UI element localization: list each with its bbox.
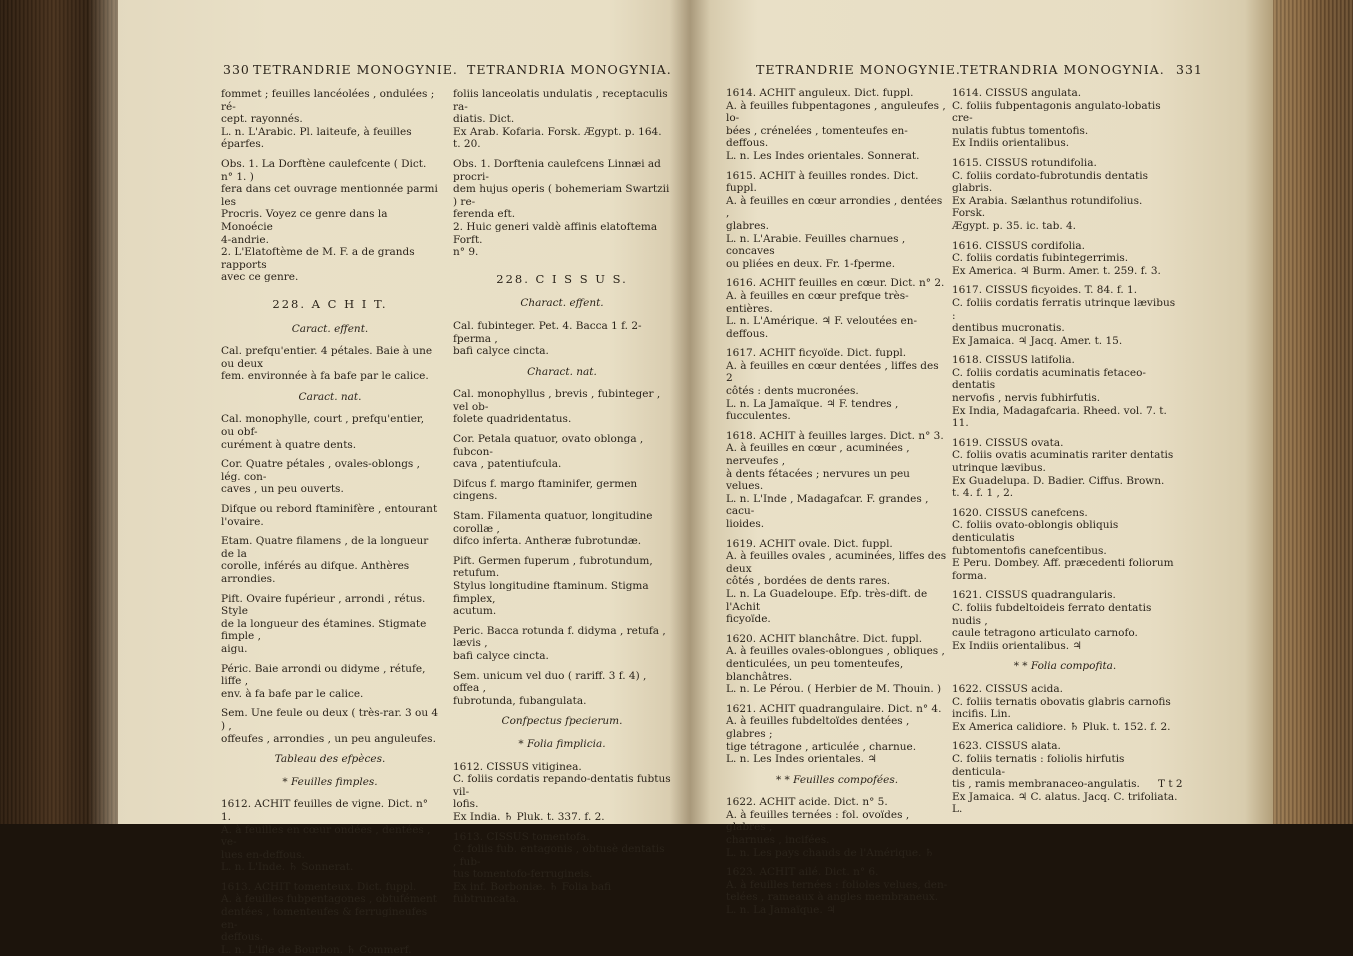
text-line: 1619. CISSUS ovata. [952, 436, 1064, 449]
text-line: dem hujus operis ( bohemeriam Swartzii ) re- [453, 183, 670, 208]
text-line: incifis. Lin. [952, 708, 1011, 721]
text-line: C. foliis cordatis acuminatis fetaceo-dentatis [952, 366, 1146, 392]
text-line: L. n. L'ifle de Bourbon. ♄ Commerf. [221, 943, 412, 956]
text-line: corolle, inférés au difque. Anthères arrondies. [221, 560, 410, 585]
text-line: diatis. Dict. [453, 113, 515, 126]
text-line: avec ce genre. [221, 271, 299, 284]
text-line: E Peru. Dombey. Aff. præcedenti foliorum forma. [952, 557, 1174, 582]
text-line: 1623. CISSUS alata. [952, 740, 1061, 753]
text-line: A. à feuilles ternées : folioles velues, den- [726, 878, 948, 891]
text-line: 1613. ACHIT tomenteux. Dict. fuppl. [221, 880, 417, 893]
text-line: L. n. Le Pérou. ( Herbier de M. Thouin. ) [726, 683, 942, 696]
text-line: ferenda eft. [453, 208, 516, 221]
left-page-number: 330 [223, 62, 250, 77]
text-line: l'ovaire. [221, 515, 264, 528]
text-line: Etam. Quatre filamens , de la longueur de la [221, 535, 429, 560]
text-line: A. à feuilles fubpentagones , anguleufes , lo- [726, 99, 946, 125]
text-line: 1621. CISSUS quadrangularis. [952, 589, 1116, 602]
text-line: A. à feuilles en cœur , acuminées , nerveufes , [726, 442, 910, 468]
text-line: 1620. ACHIT blanchâtre. Dict. fuppl. [726, 632, 923, 645]
text-line: Ex Jamaica. ♃ Jacq. Amer. t. 15. [952, 334, 1123, 347]
text-line: Sem. unicum vel duo ( rariff. 3 f. 4) , offea , [453, 669, 647, 695]
text-line: Cal. monophylle, court , prefqu'entier, ou obf- [221, 413, 425, 439]
text-line: tus tomentofo-ferrugineis. [453, 868, 593, 881]
left-page-edges [0, 0, 118, 824]
text-line: caves , un peu ouverts. [221, 483, 344, 496]
right-header-latin: TETRANDRIA MONOGYNIA. [960, 62, 1165, 77]
text-line: Difcus f. margo ftaminifer, germen cingens. [453, 477, 638, 503]
left-header-french: TETRANDRIE MONOGYNIE. [253, 62, 458, 77]
text-line: A. à feuilles ovales , acuminées, liffes des deux [726, 550, 947, 575]
text-line: env. à fa bafe par le calice. [221, 687, 364, 700]
text-line: Difque ou rebord ftaminifère , entourant [221, 503, 438, 516]
text-line: Ex Jamaica. ♃ C. alatus. Jacq. C. trifoliata. L. [952, 790, 1178, 816]
text-line: Stam. Filamenta quatuor, longitudine corollæ , [453, 510, 653, 535]
text-line: tige tétragone , articulée , charnue. [726, 740, 917, 753]
text-line: côtés : dents mucronées. [726, 385, 859, 398]
text-line: Ex America calidiore. ♄ Pluk. t. 152. f. 2. [952, 720, 1171, 733]
text-line: tis , ramis membranaceo-angulatis. [952, 778, 1140, 791]
text-line: de la longueur des étamines. Stigmate fimple , [221, 617, 427, 643]
text-line: * * Feuilles compofées. [775, 773, 899, 786]
text-line: Ex inf. Borboniæ. ♄ Folia bafi fubtruncata. [453, 880, 612, 906]
text-line: Ægypt. p. 35. ic. tab. 4. [952, 219, 1077, 232]
text-line: C. foliis cordatis repando-dentatis fubtus vil- [453, 773, 671, 798]
left-column-french [221, 88, 439, 956]
text-line: 1617. ACHIT ficyoïde. Dict. fuppl. [726, 347, 907, 360]
text-line: Obs. 1. La Dorftène caulefcente ( Dict. n° 1. ) [221, 157, 427, 183]
text-line: C. foliis fubpentagonis angulato-lobatis cre- [952, 99, 1161, 125]
text-line: ou pliées en deux. Fr. 1-fperme. [726, 257, 896, 270]
text-line: 228. A C H I T. [272, 296, 388, 311]
right-page-number: 331 [1176, 62, 1203, 77]
text-line: Cal. fubinteger. Pet. 4. Bacca 1 f. 2-fperma , [453, 319, 642, 345]
text-line: lioides. [726, 518, 765, 530]
text-line: foliis lanceolatis undulatis , receptaculis ra- [453, 88, 668, 113]
text-line: Ex India, Madagafcaria. Rheed. vol. 7. t. 11. [952, 404, 1167, 430]
text-line: L. n. L'Inde , Madagafcar. F. grandes , cacu- [726, 492, 929, 518]
right-page-edges [1273, 0, 1353, 824]
text-line: dentibus mucronatis. [952, 322, 1065, 335]
text-line: 1616. ACHIT feuilles en cœur. Dict. n° 2. [726, 277, 945, 290]
text-line: Cor. Petala quatuor, ovato oblonga , fubcon- [453, 433, 644, 458]
text-line: offeufes , arrondies , un peu anguleufes. [221, 732, 436, 745]
right-column-latin [952, 80, 1178, 816]
text-line: Charact. nat. [527, 365, 597, 378]
text-line: fubrotunda, fubangulata. [453, 694, 587, 707]
right-page [710, 0, 1270, 917]
text-line: côtés , bordées de dents rares. [726, 575, 891, 588]
text-line: Sem. Une feule ou deux ( très-rar. 3 ou 4 ) , [221, 707, 439, 732]
text-line: cept. rayonnés. [221, 113, 303, 126]
text-line: Ex Indiis orientalibus. ♃ [952, 639, 1082, 652]
text-line: Charact. effent. [520, 297, 604, 310]
text-line: 2. Huic generi valdè affinis elatoftema Forft. [453, 220, 658, 246]
text-line: telées , rameaux à angles membraneux. [726, 891, 939, 904]
text-line: L. n. La Guadeloupe. Efp. très-dift. de l'Achit [726, 587, 928, 613]
text-line: * Folia fimplicia. [518, 737, 606, 750]
text-line: nulatis fubtus tomentofis. [952, 124, 1089, 137]
left-header-latin: TETRANDRIA MONOGYNIA. [467, 62, 672, 77]
text-line: Ex Arabia. Sælanthus rotundifolius. Forsk. [952, 194, 1143, 220]
text-line: Procris. Voyez ce genre dans la Monoécie [221, 208, 388, 233]
text-line: acutum. [453, 605, 497, 618]
text-line: bées , crénelées , tomenteufes en-deffous. [726, 124, 908, 150]
text-line: Caract. nat. [298, 390, 362, 403]
text-line: L. n. La Jamaïque. ♃ [726, 904, 836, 917]
text-line: A. à feuilles fubpentagones , obtufément [221, 893, 437, 906]
text-line: 1612. CISSUS vitiginea. [453, 760, 582, 773]
text-line: 1620. CISSUS canefcens. [952, 506, 1088, 519]
text-line: Confpectus fpecierum. [501, 715, 623, 728]
text-line: 1623. ACHIT ailé. Dict. n° 6. [726, 866, 879, 879]
text-line: bafi calyce cincta. [453, 649, 549, 662]
text-line: curément à quatre dents. [221, 438, 357, 451]
text-line: Tableau des efpèces. [274, 753, 386, 766]
text-line: Obs. 1. Dorftenia caulefcens Linnæi ad procri- [453, 157, 661, 183]
text-line: A. à feuilles en cœur ondées , dentées , ve- [221, 823, 431, 849]
text-line: fommet ; feuilles lancéolées , ondulées ; ré- [221, 88, 435, 113]
text-line: à dents fétacées ; nervures un peu velues. [726, 467, 910, 493]
text-line: 1622. ACHIT acide. Dict. n° 5. [726, 796, 888, 809]
text-line: charnues , incifées. [726, 834, 830, 847]
text-line: C. foliis ternatis obovatis glabris carnofis [952, 695, 1171, 708]
right-header-french: TETRANDRIE MONOGYNIE. [756, 62, 961, 77]
right-column-french [726, 80, 948, 917]
text-line: Pift. Ovaire fupérieur , arrondi , rétus. Style [221, 592, 426, 618]
text-line: 1615. CISSUS rotundifolia. [952, 156, 1097, 169]
text-line: Cal. monophyllus , brevis , fubinteger , vel ob- [453, 388, 661, 413]
text-line: Ex America. ♃ Burm. Amer. t. 259. f. 3. [952, 264, 1161, 277]
text-line: Peric. Bacca rotunda f. didyma , retufa , lævis , [453, 624, 666, 650]
text-line: A. à feuilles fubdeltoïdes dentées , glabres ; [726, 715, 910, 740]
text-line: bafi calyce cincta. [453, 345, 549, 358]
text-line: denticulées, un peu tomenteufes, blanchâtres. [726, 657, 904, 683]
text-line: A. à feuilles en cœur arrondies , dentées , [726, 194, 943, 220]
text-line: C. foliis cordatis fubintegerrimis. [952, 252, 1129, 265]
text-line: C. foliis cordatis ferratis utrinque lævibus : [952, 296, 1176, 322]
left-page [205, 0, 675, 956]
text-line: fera dans cet ouvrage mentionnée parmi les [221, 183, 438, 208]
text-line: 1621. ACHIT quadrangulaire. Dict. n° 4. [726, 702, 942, 715]
text-line: 1612. ACHIT feuilles de vigne. Dict. n° 1. [221, 798, 429, 823]
text-line: L. n. Les Indes orientales. ♃ [726, 753, 877, 766]
text-line: caule tetragono articulato carnofo. [952, 627, 1138, 640]
text-line: lues en-deffous. [221, 848, 305, 861]
text-line: nervofis , nervis fubhirfutis. [952, 392, 1101, 405]
text-line: Stylus longitudine ftaminum. Stigma fimplex, [453, 580, 649, 605]
text-line: 4-andrie. [221, 233, 269, 246]
text-line: 2. L'Elatoftème de M. F. a de grands rapports [221, 246, 415, 271]
text-line: L. n. L'Inde. ♄ Sonnerat. [221, 861, 354, 874]
text-line: L. n. L'Arabie. Feuilles charnues , concaves [726, 232, 906, 258]
text-line: 1613. CISSUS tomentofa. [453, 830, 590, 843]
text-line: A. à feuilles ternées : fol. ovoïdes , glabres , [726, 808, 910, 834]
text-line: utrinque lævibus. [952, 462, 1046, 475]
text-line: 1617. CISSUS ficyoides. T. 84. f. 1. [952, 284, 1138, 297]
text-line: 1618. ACHIT à feuilles larges. Dict. n° 3. [726, 429, 944, 442]
text-line: dentées , tomenteufes & ferrugineufes en- [221, 906, 428, 931]
text-line: C. foliis fubdeltoideis ferrato dentatis nudis , [952, 601, 1152, 627]
text-line: C. foliis ovatis acuminatis rariter dentatis [952, 449, 1174, 462]
signature-mark: T t 2 [1158, 778, 1183, 790]
text-line: C. foliis ovato-oblongis obliquis denticulatis [952, 519, 1119, 544]
text-line: Cor. Quatre pétales , ovales-oblongs , lég. con- [221, 458, 420, 483]
text-line: cava , patentiufcula. [453, 458, 562, 471]
text-line: difco inferta. Antheræ fubrotundæ. [453, 535, 642, 548]
text-line: deffous. [221, 931, 264, 944]
text-line: Ex India. ♄ Pluk. t. 337. f. 2. [453, 810, 605, 823]
text-line: C. foliis ternatis : foliolis hirfutis denticula- [952, 752, 1125, 778]
text-line: L. n. La Jamaïque. ♃ F. tendres , fucculentes. [726, 397, 899, 423]
text-line: Pift. Germen fuperum , fubrotundum, retufum. [453, 554, 653, 580]
text-line: Caract. effent. [291, 322, 369, 335]
text-line: fubtomentofis canefcentibus. [952, 544, 1107, 557]
text-line: Ex Indiis orientalibus. [952, 137, 1070, 150]
text-line: folete quadridentatus. [453, 413, 572, 426]
text-line: 1616. CISSUS cordifolia. [952, 239, 1085, 252]
text-line: lofis. [453, 798, 479, 811]
text-line: 1622. CISSUS acida. [952, 682, 1063, 695]
text-line: 1619. ACHIT ovale. Dict. fuppl. [726, 537, 893, 550]
text-line: Ex Arab. Kofaria. Forsk. Ægypt. p. 164. t. 20. [453, 125, 662, 151]
text-line: Cal. prefqu'entier. 4 pétales. Baie à une ou deux [221, 345, 433, 370]
text-line: L. n. Les pays chauds de l'Amérique. ♄ [726, 846, 935, 859]
text-line: A. à feuilles en cœur dentées , liffes des 2 [726, 359, 939, 385]
text-line: t. 4. f. 1 , 2. [952, 487, 1014, 500]
text-line: 1614. ACHIT anguleux. Dict. fuppl. [726, 87, 914, 99]
text-line: glabres. [726, 219, 770, 232]
left-column-latin [453, 88, 671, 906]
text-line: L. n. Les Indes orientales. Sonnerat. [726, 149, 920, 162]
text-line: C. foliis fub. entagonis , obtusè dentatis , fub- [453, 843, 665, 868]
text-line: aigu. [221, 642, 248, 655]
text-line: n° 9. [453, 246, 479, 259]
text-line: 228. C I S S U S. [496, 271, 628, 286]
text-line: * * Folia compofita. [1013, 660, 1117, 673]
text-line: L. n. L'Arabic. Pl. laiteufe, à feuilles éparfes. [221, 125, 412, 151]
text-line: * Feuilles fimples. [282, 775, 378, 788]
text-line: 1618. CISSUS latifolia. [952, 354, 1075, 367]
text-line: L. n. L'Amérique. ♃ F. veloutées en-deffous. [726, 315, 918, 340]
text-line: ficyoïde. [726, 613, 771, 626]
text-line: A. à feuilles ovales-oblongues , obliques , [726, 645, 945, 658]
text-line: A. à feuilles en cœur prefque très-entières. [726, 289, 909, 315]
text-line: fem. environnée à fa bafe par le calice. [221, 370, 429, 383]
text-line: 1615. ACHIT à feuilles rondes. Dict. fuppl. [726, 169, 919, 195]
text-line: C. foliis cordato-fubrotundis dentatis glabris. [952, 169, 1149, 195]
text-line: Ex Guadelupa. D. Badier. Ciffus. Brown. [952, 474, 1165, 487]
text-line: Péric. Baie arrondi ou didyme , rétufe, liffe , [221, 662, 426, 688]
text-line: 1614. CISSUS angulata. [952, 87, 1082, 99]
